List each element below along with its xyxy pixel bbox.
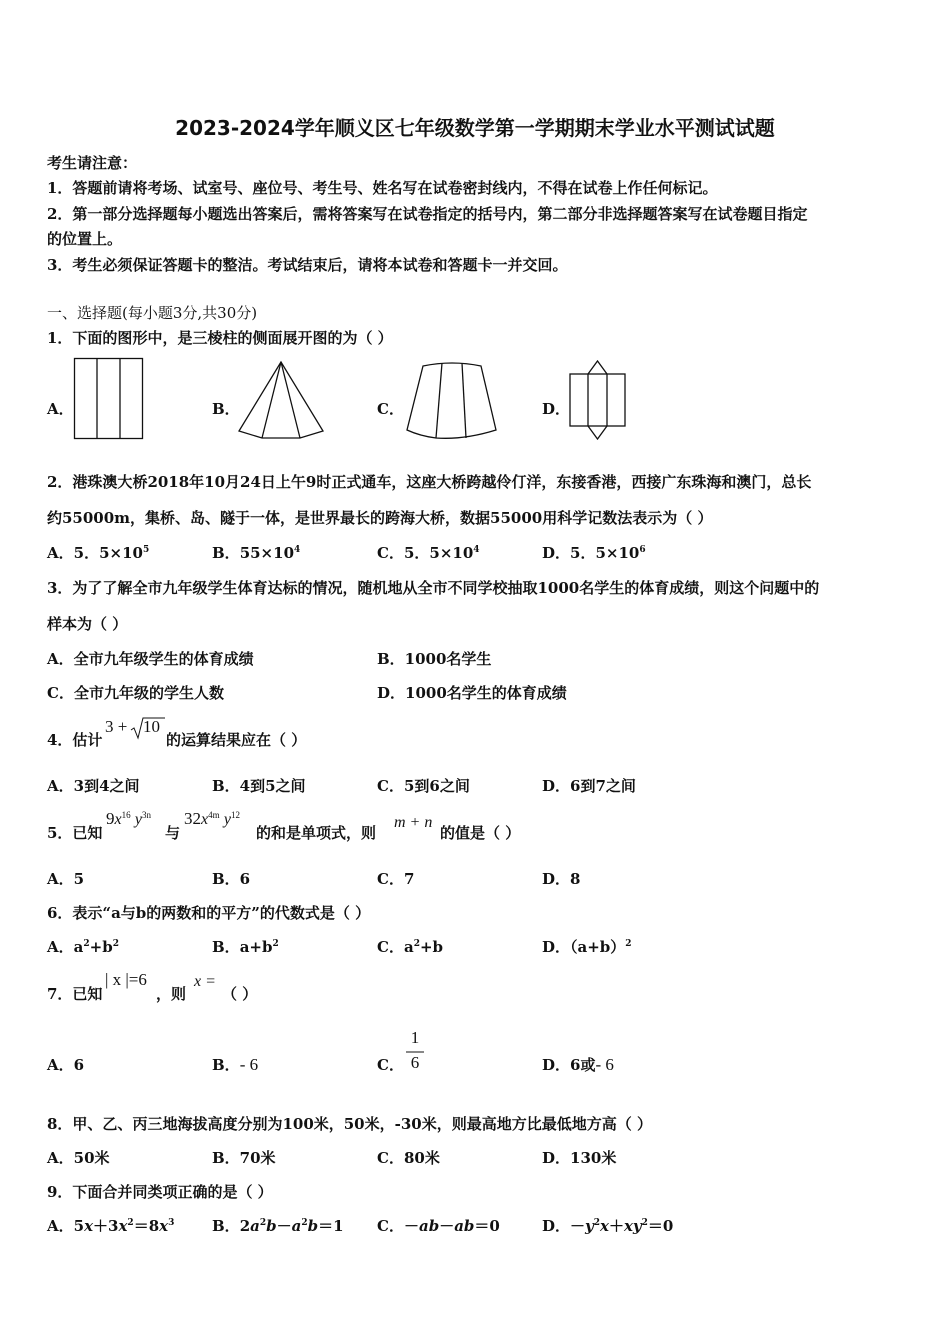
q4-radicand: 10 xyxy=(143,717,160,736)
q4-expression: 3 + xyxy=(105,717,128,736)
q6-option-a: A．$a^2+b^2$ xyxy=(47,938,119,956)
q1-figure-b xyxy=(238,361,324,439)
q1-stem: 1．下面的图形中，是三棱柱的侧面展开图的为（ ） xyxy=(47,329,393,347)
q5-prefix: 5．已知 xyxy=(47,824,103,842)
notice-item-3: 3．考生必须保证答题卡的整洁。考试结束后，请将本试卷和答题卡一并交回。 xyxy=(47,256,568,274)
q4-option-c: C．5到6之间 xyxy=(377,777,470,795)
q5-suffix: 的值是（ ） xyxy=(440,824,521,842)
q4-option-a: A．3到4之间 xyxy=(47,777,140,795)
q3-stem-line2: 样本为（ ） xyxy=(47,615,128,633)
q1-option-c-label: C． xyxy=(377,400,404,418)
q5-term2: $32x^{4m}$ $y^{12}$ xyxy=(184,809,240,828)
section-heading: 一、选择题(每小题3分,共30分) xyxy=(47,304,258,322)
q4-option-d: D．6到7之间 xyxy=(542,777,636,795)
q9-option-c: C．－ab－ab＝0 xyxy=(377,1217,500,1235)
q9-stem: 9．下面合并同类项正确的是（ ） xyxy=(47,1183,273,1201)
q2-option-a: A．5．$5\times 10^5$ xyxy=(47,544,150,562)
q7-option-a: A．6 xyxy=(47,1056,85,1074)
q3-option-b: B．1000名学生 xyxy=(377,650,492,668)
q5-mid2: 的和是单项式，则 xyxy=(256,824,377,842)
q5-option-b: B．6 xyxy=(212,870,251,888)
q1-figure-d xyxy=(569,360,627,440)
q9-option-d: D．$-y^2x+xy^2=0$ xyxy=(542,1217,674,1235)
q9-option-a: A．$5x+3x^2=8x^3$ xyxy=(47,1217,175,1235)
q2-stem-line1: 2．港珠澳大桥2018年10月24日上午9时正式通车，这座大桥跨越伶仃洋，东接香港，西接广东珠海和澳门，总长 xyxy=(47,473,812,491)
q2-option-b: B．$55\times 10^4$ xyxy=(212,544,301,562)
q8-option-c: C．80米 xyxy=(377,1149,440,1167)
q7-x-equals: x = xyxy=(194,973,216,990)
q7-option-c-numerator: 1 xyxy=(410,1028,420,1047)
q6-option-c: C．$a^2+b$ xyxy=(377,938,444,956)
q4-prefix: 4．估计 xyxy=(47,731,103,749)
q7-option-c-label: C． xyxy=(377,1056,404,1074)
q1-option-a-label: A． xyxy=(47,400,74,418)
q7-prefix: 7．已知 xyxy=(47,985,103,1003)
q6-option-d: D．$(a+b)^2$ xyxy=(542,938,632,956)
q8-stem: 8．甲、乙、丙三地海拔高度分别为100米，50米，-30米，则最高地方比最低地方高（ ） xyxy=(47,1115,652,1133)
q4-option-b: B．4到5之间 xyxy=(212,777,306,795)
q7-option-d: D．6或- 6 xyxy=(542,1055,614,1074)
q5-mid: 与 xyxy=(165,824,181,842)
notice-item-2: 2．第一部分选择题每小题选出答案后，需将答案写在试卷指定的括号内，第二部分非选择题答案写在试卷题目指定 xyxy=(47,205,808,223)
q1-figure-c xyxy=(406,360,498,440)
q5-option-a: A．5 xyxy=(47,870,85,888)
q3-stem-line1: 3．为了了解全市九年级学生体育达标的情况，随机地从全市不同学校抽取1000名学生的体育成绩，则这个问题中的 xyxy=(47,579,820,597)
q2-option-c: C．5．$5\times 10^4$ xyxy=(377,544,480,562)
q2-stem-line2: 约55000m，集桥、岛、隧于一体，是世界最长的跨海大桥，数据55000用科学记数法表示为（ ） xyxy=(47,509,713,527)
q8-option-b: B．70米 xyxy=(212,1149,276,1167)
notice-item-2-cont: 的位置上。 xyxy=(47,230,123,248)
q1-figure-a xyxy=(74,358,144,440)
q7-mid: ，则 xyxy=(156,985,187,1003)
q7-option-c-denominator: 6 xyxy=(410,1053,420,1072)
q2-option-d: D．5．$5\times 10^6$ xyxy=(542,544,646,562)
q8-option-d: D．130米 xyxy=(542,1149,617,1167)
q8-option-a: A．50米 xyxy=(47,1149,110,1167)
notice-heading: 考生请注意： xyxy=(47,154,138,172)
q7-abs-expression: | x |=6 xyxy=(105,970,147,989)
notice-item-1: 1．答题前请将考场、试室号、座位号、考生号、姓名写在试卷密封线内，不得在试卷上作任何标记。 xyxy=(47,179,718,197)
q9-option-b: B．$2a^2b-a^2b=1$ xyxy=(212,1217,344,1235)
q1-option-d-label: D． xyxy=(542,400,571,418)
q3-option-d: D．1000名学生的体育成绩 xyxy=(377,684,567,702)
q1-option-b-label: B． xyxy=(212,400,240,418)
q5-term1: $9x^{16}$ $y^{3n}$ xyxy=(106,809,151,828)
q6-stem: 6．表示“a与b的两数和的平方”的代数式是（ ） xyxy=(47,904,371,922)
q3-option-a: A．全市九年级学生的体育成绩 xyxy=(47,650,254,668)
q7-suffix: （ ） xyxy=(222,985,258,1003)
q7-option-b: B．- 6 xyxy=(212,1055,259,1074)
q4-suffix: 的运算结果应在（ ） xyxy=(166,731,307,749)
q5-option-d: D．8 xyxy=(542,870,581,888)
exam-title: 2023-2024学年顺义区七年级数学第一学期期末学业水平测试试题 xyxy=(175,116,775,140)
q3-option-c: C．全市九年级的学生人数 xyxy=(47,684,224,702)
q6-option-b: B．$a+b^2$ xyxy=(212,938,279,956)
q5-option-c: C．7 xyxy=(377,870,415,888)
q5-sum: m + n xyxy=(394,814,433,831)
